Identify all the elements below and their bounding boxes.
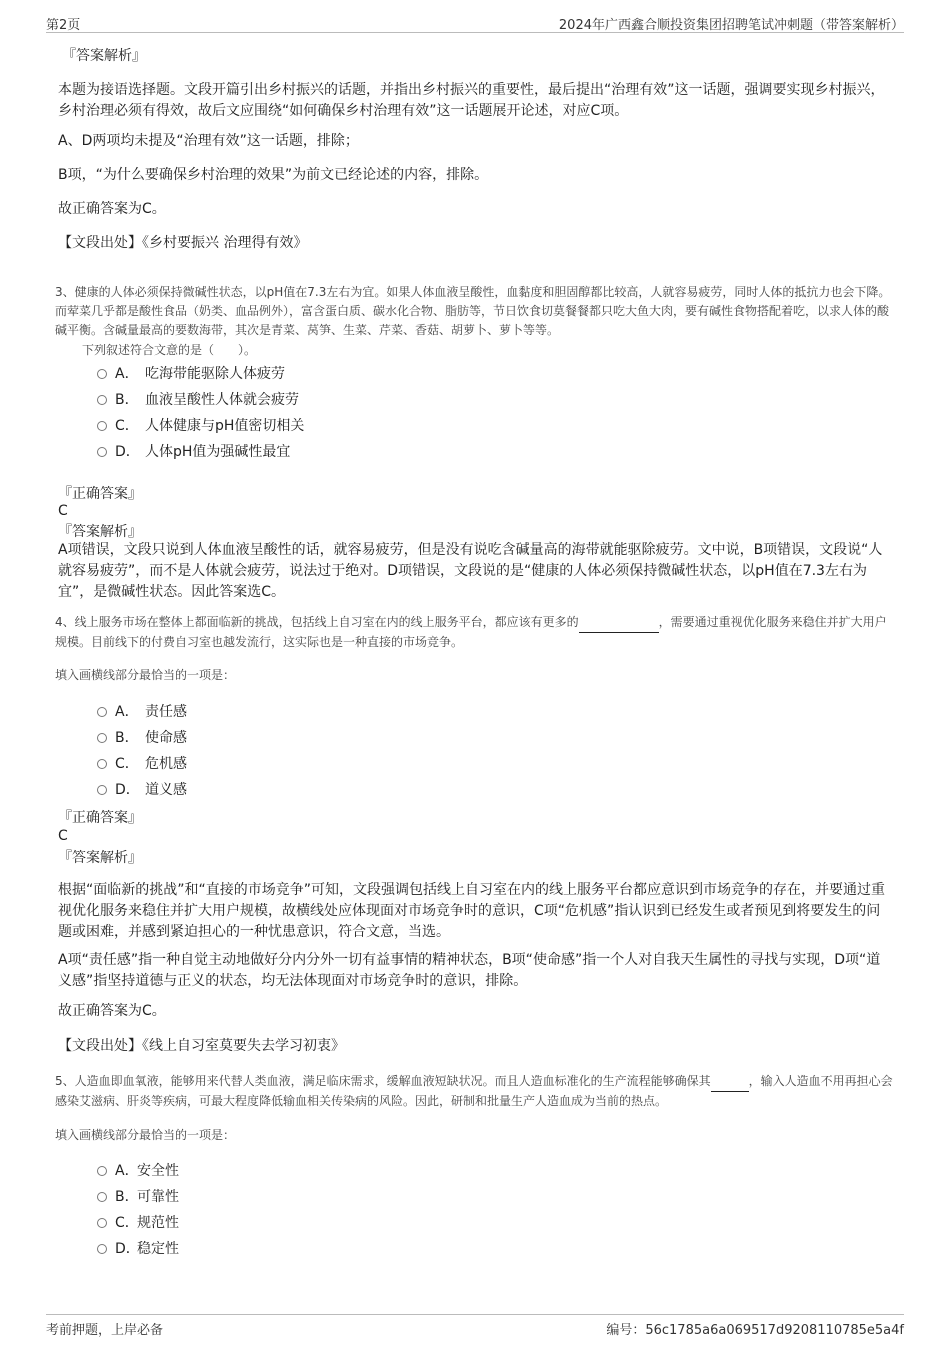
q4-analysis-p3: 故正确答案为C。: [58, 1003, 166, 1019]
q4-analysis-p2: A项“责任感”指一种自觉主动地做好分内分外一切有益事情的精神状态，B项“使命感”指一个人对自我天生属性的寻找与实现，D项“道义感”指坚持道德与正义的状态，均无法体现面对市场竞争时的意识，排除。: [58, 952, 881, 989]
q3-answer: C: [58, 503, 68, 519]
radio-icon[interactable]: [97, 733, 107, 743]
radio-icon[interactable]: [97, 421, 107, 431]
radio-icon[interactable]: [97, 759, 107, 769]
q4-answer: C: [58, 828, 68, 844]
q4-analysis-label: 『答案解析』: [58, 850, 142, 866]
q5-option-a[interactable]: A．安全性: [97, 1161, 179, 1181]
page-footer: [46, 1314, 904, 1338]
fill-blank: [711, 1072, 749, 1092]
radio-icon[interactable]: [97, 395, 107, 405]
q5-question: 填入画横线部分最恰当的一项是：: [55, 1128, 236, 1142]
q4-answer-label: 『正确答案』: [58, 810, 142, 826]
footer-slogan: 考前押题，上岸必备: [46, 1323, 164, 1338]
q4-source: 【文段出处】《线上自习室莫要失去学习初衷》: [58, 1038, 345, 1054]
q2-analysis-label: 『答案解析』: [62, 48, 146, 64]
q2-source: 【文段出处】《乡村要振兴 治理得有效》: [58, 235, 308, 251]
q4-analysis-p1: 根据“面临新的挑战”和“直接的市场竞争”可知，文段强调包括线上自习室在内的线上服务平台都应意识到市场竞争的存在，并要通过重视优化服务来稳住并扩大用户规模，故横线处应体现面对市场竞争时的意识，C项“危机感”指认识到已经发生或者预见到将要发生的问题或困难，并感到紧迫担心的一种忧患意识，符合文意，当选。: [58, 882, 886, 940]
q4-option-b[interactable]: B． 使命感: [97, 728, 187, 748]
q4-option-c[interactable]: C． 危机感: [97, 754, 187, 774]
page-header: [46, 14, 904, 33]
q5-option-d[interactable]: D．稳定性: [97, 1239, 179, 1259]
fill-blank: [579, 613, 659, 633]
q2-analysis-p2: A、D两项均未提及“治理有效”这一话题，排除；: [58, 133, 359, 149]
radio-icon[interactable]: [97, 1166, 107, 1176]
page-number: 第2页: [46, 18, 81, 33]
q4-question: 填入画横线部分最恰当的一项是：: [55, 668, 236, 682]
q5-stem: 5、人造血即血氧液，能够用来代替人类血液，满足临床需求，缓解血液短缺状况。而且人造血标准化的生产流程能够确保其 ，输入人造血不用再担心会感染艾滋病、肝炎等疾病，可最大程度降低输血相关传染病的风险。因此，研制和批量生产人造血成为当前的热点。: [55, 1074, 893, 1108]
q3-option-d[interactable]: D． 人体pH值为强碱性最宜: [97, 442, 290, 462]
q4-option-d[interactable]: D． 道义感: [97, 780, 187, 800]
q4-stem: 4、线上服务市场在整体上都面临新的挑战，包括线上自习室在内的线上服务平台，都应该有更多的 ，需要通过重视优化服务来稳住并扩大用户规模。目前线下的付费自习室也越发流行，这实际也是一种直接的市场竞争。: [55, 615, 887, 649]
q3-question: 下列叙述符合文意的是（ ）。: [82, 343, 257, 357]
q3-analysis-label: 『答案解析』: [58, 524, 142, 540]
radio-icon[interactable]: [97, 1244, 107, 1254]
radio-icon[interactable]: [97, 447, 107, 457]
document-title: 2024年广西鑫合顺投资集团招聘笔试冲刺题（带答案解析）: [558, 18, 904, 33]
q3-stem: 3、健康的人体必须保持微碱性状态，以pH值在7.3左右为宜。如果人体血液呈酸性，血黏度和胆固醇都比较高，人就容易疲劳，同时人体的抵抗力也会下降。而荤菜几乎都是酸性食品（奶类、血品例外），富含蛋白质、碳水化合物、脂肪等，节日饮食切莫餐餐都只吃大鱼大肉，要有碱性食物搭配着吃，以求人体的酸碱平衡。含碱量最高的要数海带，其次是青菜、莴笋、生菜、芹菜、香菇、胡萝卜、萝卜等等。: [55, 285, 891, 337]
radio-icon[interactable]: [97, 369, 107, 379]
radio-icon[interactable]: [97, 1192, 107, 1202]
q2-analysis-p3: B项，“为什么要确保乡村治理的效果”为前文已经论述的内容，排除。: [58, 167, 489, 183]
q2-analysis-p4: 故正确答案为C。: [58, 201, 166, 217]
q5-option-b[interactable]: B．可靠性: [97, 1187, 179, 1207]
q3-option-b[interactable]: B． 血液呈酸性人体就会疲劳: [97, 390, 299, 410]
q5-option-c[interactable]: C．规范性: [97, 1213, 179, 1233]
radio-icon[interactable]: [97, 707, 107, 717]
q3-answer-label: 『正确答案』: [58, 486, 142, 502]
q3-analysis: A项错误，文段只说到人体血液呈酸性的话，就容易疲劳，但是没有说吃含碱量高的海带就能驱除疲劳。文中说，B项错误，文段说“人就容易疲劳”，而不是人体就会疲劳，说法过于绝对。D项错误，文段说的是“健康的人体必须保持微碱性状态，以pH值在7.3左右为宜”，是微碱性状态。因此答案选C。: [58, 542, 883, 600]
q3-option-c[interactable]: C． 人体健康与pH值密切相关: [97, 416, 304, 436]
document-id: 编号：56c1785a6a069517d9208110785e5a4f: [606, 1323, 904, 1338]
q3-option-a[interactable]: A． 吃海带能驱除人体疲劳: [97, 364, 285, 384]
q2-analysis-p1: 本题为接语选择题。文段开篇引出乡村振兴的话题，并指出乡村振兴的重要性，最后提出“治理有效”这一话题，强调要实现乡村振兴，乡村治理必须有得效，故后文应围绕“如何确保乡村治理有效”这一话题展开论述，对应C项。: [58, 82, 885, 119]
radio-icon[interactable]: [97, 785, 107, 795]
radio-icon[interactable]: [97, 1218, 107, 1228]
q4-option-a[interactable]: A． 责任感: [97, 702, 187, 722]
